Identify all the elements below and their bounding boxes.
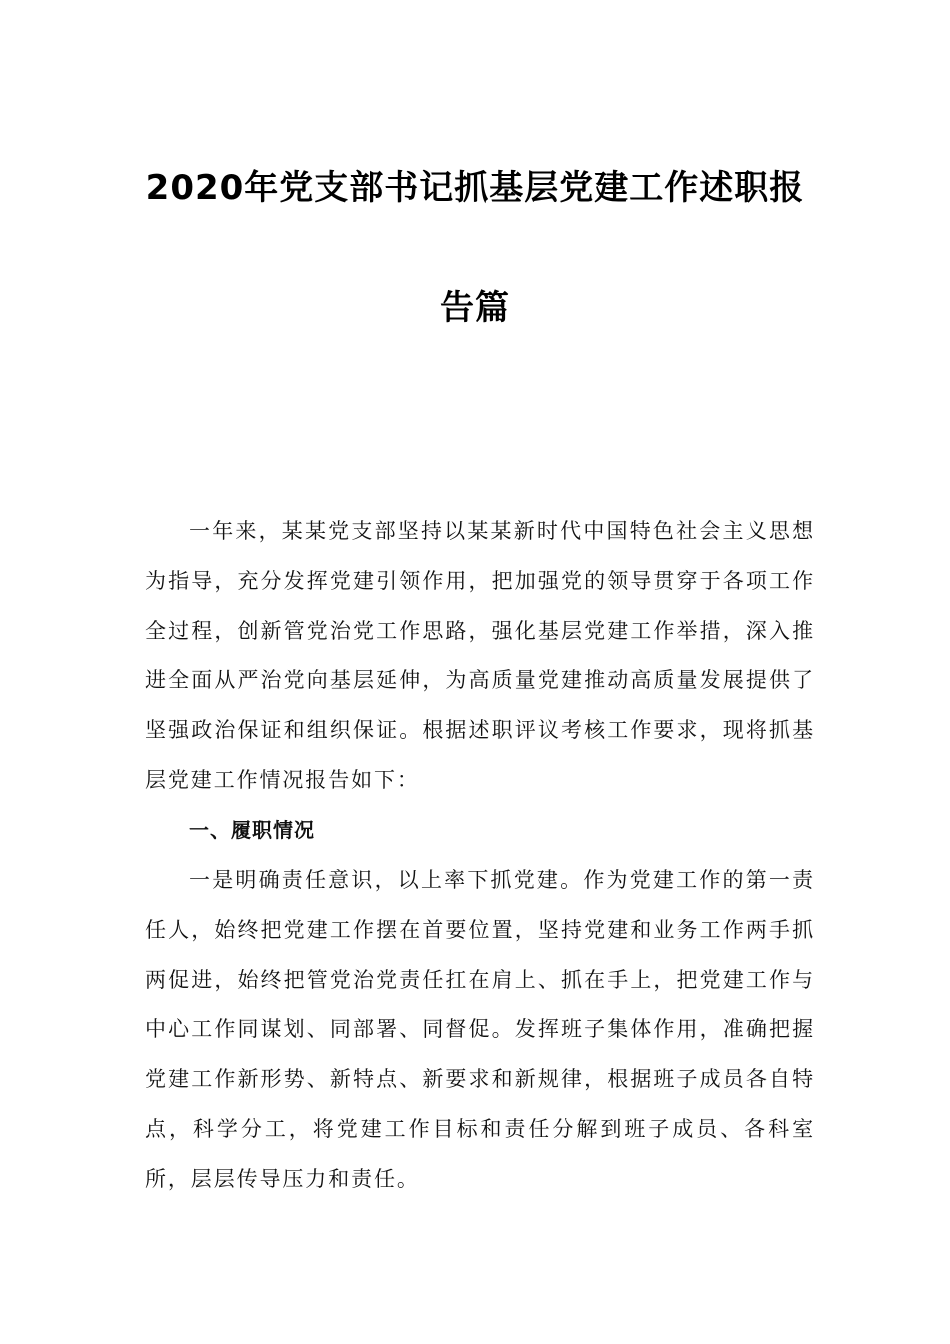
body-block-intro — [145, 507, 815, 806]
document-title-line-1: 2020年党支部书记抓基层党建工作述职报 — [145, 168, 805, 208]
document-title-line-2: 告篇 — [440, 288, 510, 328]
paragraph-responsibility: 一是明确责任意识，以上率下抓党建。作为党建工作的第一责任人，始终把党建工作摆在首要位置，坚持党建和业务工作两手抓两促进，始终把管党治党责任扛在肩上、抓在手上，把党建工作与中心工作同谋划、同部署、同督促。发挥班子集体作用，准确把握党建工作新形势、新特点、新要求和新规律，根据班子成员各自特点，科学分工，将党建工作目标和责任分解到班子成员、各科室所，层层传导压力和责任。 — [145, 868, 815, 1191]
section-heading-block — [145, 806, 815, 856]
section-heading-duties: 一、履职情况 — [189, 818, 315, 842]
paragraph-intro: 一年来，某某党支部坚持以某某新时代中国特色社会主义思想为指导，充分发挥党建引领作用，把加强党的领导贯穿于各项工作全过程，创新管党治党工作思路，强化基层党建工作举措，深入推进全面从严治党向基层延伸，为高质量党建推动高质量发展提供了坚强政治保证和组织保证。根据述职评议考核工作要求，现将抓基层党建工作情况报告如下： — [145, 519, 815, 792]
body-block-duties — [145, 856, 815, 1205]
